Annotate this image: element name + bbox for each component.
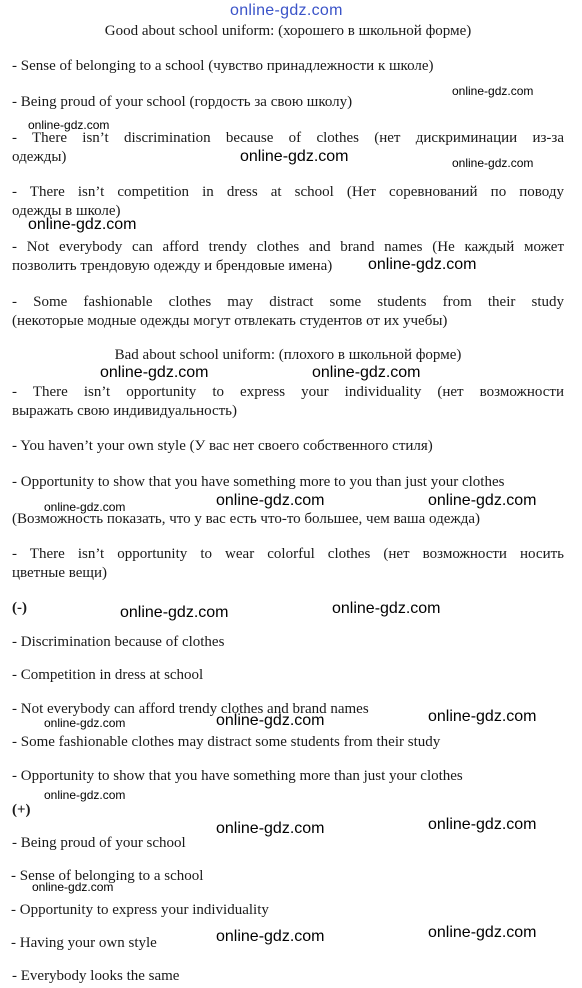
minus-marker: (-) <box>12 600 27 616</box>
watermark: online-gdz.com <box>216 820 325 837</box>
minus-item-3: - Not everybody can afford trendy clothes and brand names <box>12 701 369 717</box>
watermark: online-gdz.com <box>428 924 537 941</box>
plus-item-3: - Opportunity to express your individuality <box>11 902 269 918</box>
watermark: online-gdz.com <box>216 492 325 509</box>
good-item-5-line-1: - Not everybody can afford trendy clothes and brand names (Не каждый может <box>12 239 564 255</box>
watermark: online-gdz.com <box>240 148 349 165</box>
watermark: online-gdz.com <box>28 118 110 132</box>
plus-item-2: - Sense of belonging to a school <box>11 868 204 884</box>
plus-item-5: - Everybody looks the same <box>12 968 180 984</box>
bad-item-1-line-1: - There isn’t opportunity to express your individuality (нет возможности <box>12 384 564 400</box>
watermark: online-gdz.com <box>332 600 441 617</box>
bad-item-4-line-2: цветные вещи) <box>12 565 107 581</box>
plus-item-4: - Having your own style <box>11 935 157 951</box>
good-item-6-line-1: - Some fashionable clothes may distract some students from their study <box>12 294 564 310</box>
watermark: online-gdz.com <box>100 364 209 381</box>
watermark: online-gdz.com <box>452 156 534 170</box>
watermark: online-gdz.com <box>452 84 534 98</box>
good-item-1: - Sense of belonging to a school (чувство принадлежности к школе) <box>12 58 434 74</box>
bad-item-3-line-1: - Opportunity to show that you have something more to you than just your clothes <box>12 474 505 490</box>
minus-item-5: - Opportunity to show that you have something more than just your clothes <box>12 768 463 784</box>
bad-item-1-line-2: выражать свою индивидуальность) <box>12 403 238 419</box>
minus-item-2: - Competition in dress at school <box>12 667 204 683</box>
watermark: online-gdz.com <box>216 928 325 945</box>
watermark: online-gdz.com <box>44 500 126 514</box>
plus-marker: (+) <box>12 802 31 818</box>
watermark: online-gdz.com <box>312 364 421 381</box>
watermark: online-gdz.com <box>44 716 126 730</box>
good-item-2: - Being proud of your school (гордость за свою школу) <box>12 94 353 110</box>
watermark: online-gdz.com <box>44 788 126 802</box>
watermark: online-gdz.com <box>28 216 137 233</box>
bad-item-3-line-2: (Возможность показать, что у вас есть что-то большее, чем ваша одежда) <box>12 511 481 527</box>
good-item-4-line-2: одежды в школе) <box>12 203 121 219</box>
good-item-6-line-2: (некоторые модные одежды могут отвлекать студентов от их учебы) <box>12 313 448 329</box>
bad-item-4-line-1: - There isn’t opportunity to wear colorful clothes (нет возможности носить <box>12 546 564 562</box>
watermark: online-gdz.com <box>428 708 537 725</box>
minus-item-1: - Discrimination because of clothes <box>12 634 225 650</box>
watermark: online-gdz.com <box>428 492 537 509</box>
good-item-4-line-1: - There isn’t competition in dress at school (Нет соревнований по поводу <box>12 184 564 200</box>
plus-item-1: - Being proud of your school <box>12 835 186 851</box>
watermark: online-gdz.com <box>120 604 229 621</box>
watermark: online-gdz.com <box>216 712 325 729</box>
watermark: online-gdz.com <box>368 256 477 273</box>
good-item-5-line-2: позволить трендовую одежду и брендовые имена) <box>12 258 333 274</box>
bad-item-2: - You haven’t your own style (У вас нет своего собственного стиля) <box>12 438 433 454</box>
bad-heading: Bad about school uniform: (плохого в школьной форме) <box>114 347 462 363</box>
good-heading: Good about school uniform: (хорошего в школьной форме) <box>104 23 472 39</box>
watermark-top: online-gdz.com <box>230 2 343 19</box>
good-item-3-line-2: одежды) <box>12 149 67 165</box>
minus-item-4: - Some fashionable clothes may distract some students from their study <box>12 734 441 750</box>
watermark: online-gdz.com <box>428 816 537 833</box>
good-item-3-line-1: - There isn’t discrimination because of clothes (нет дискриминации из-за <box>12 130 564 146</box>
watermark: online-gdz.com <box>32 880 114 894</box>
